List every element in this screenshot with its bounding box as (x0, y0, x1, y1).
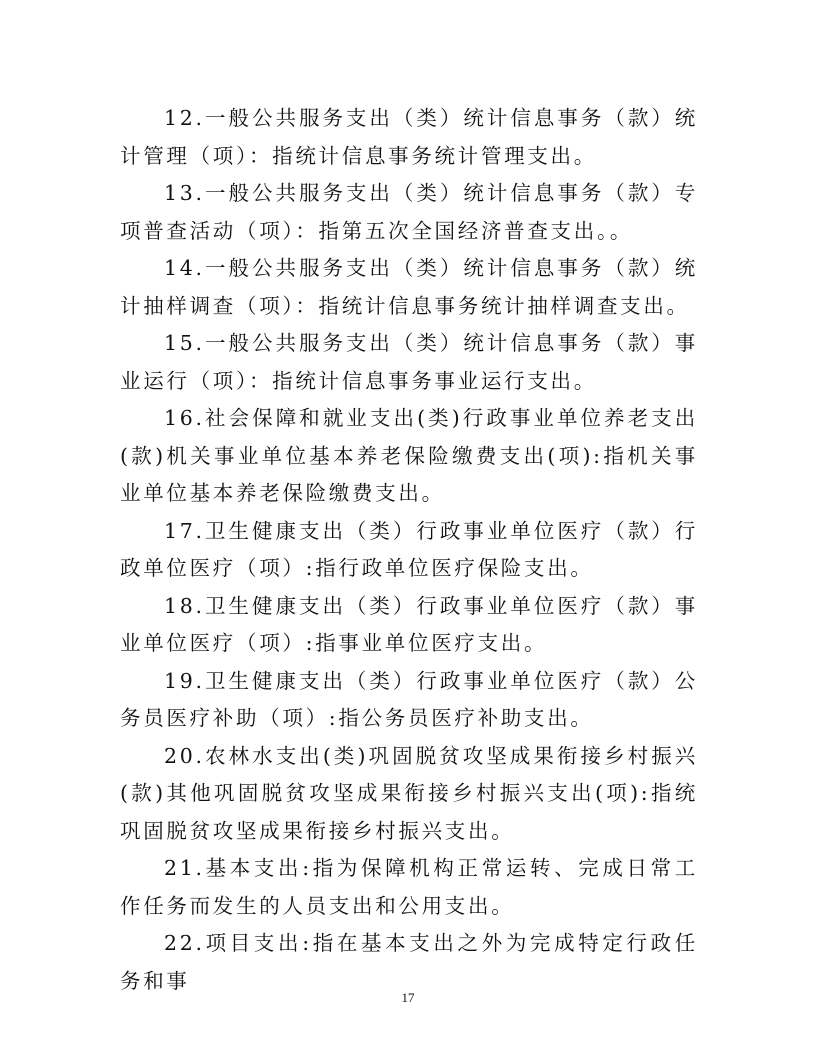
paragraph-item-18: 18.卫生健康支出（类）行政事业单位医疗（款）事业单位医疗（项）:指事业单位医疗支出。 (120, 593, 698, 655)
paragraph-item-14: 14.一般公共服务支出（类）统计信息事务（款）统计抽样调查（项）：指统计信息事务统计抽样调查支出。 (120, 256, 698, 318)
paragraph-item-15: 15.一般公共服务支出（类）统计信息事务（款）事业运行（项）：指统计信息事务事业运行支出。 (120, 331, 698, 393)
page-number: 17 (401, 990, 415, 1005)
paragraph-item-17: 17.卫生健康支出（类）行政事业单位医疗（款）行政单位医疗（项）:指行政单位医疗保险支出。 (120, 518, 698, 580)
paragraph-item-21: 21.基本支出:指为保障机构正常运转、完成日常工作任务而发生的人员支出和公用支出。 (120, 856, 698, 918)
paragraph-item-20: 20.农林水支出(类)巩固脱贫攻坚成果衔接乡村振兴(款)其他巩固脱贫攻坚成果衔接乡村振兴支出(项):指统巩固脱贫攻坚成果衔接乡村振兴支出。 (120, 743, 698, 843)
paragraph-item-22: 22.项目支出:指在基本支出之外为完成特定行政任务和事 (120, 931, 698, 993)
paragraph-item-16: 16.社会保障和就业支出(类)行政事业单位养老支出(款)机关事业单位基本养老保险缴费支出(项):指机关事业单位基本养老保险缴费支出。 (120, 406, 698, 505)
paragraph-item-12: 12.一般公共服务支出（类）统计信息事务（款）统计管理（项）：指统计信息事务统计管理支出。 (120, 106, 698, 168)
page-body (120, 100, 698, 1000)
paragraph-item-13: 13.一般公共服务支出（类）统计信息事务（款）专项普查活动（项）：指第五次全国经济普查支出。。 (120, 181, 698, 243)
paragraph-item-19: 19.卫生健康支出（类）行政事业单位医疗（款）公务员医疗补助（项）:指公务员医疗补助支出。 (120, 668, 698, 730)
